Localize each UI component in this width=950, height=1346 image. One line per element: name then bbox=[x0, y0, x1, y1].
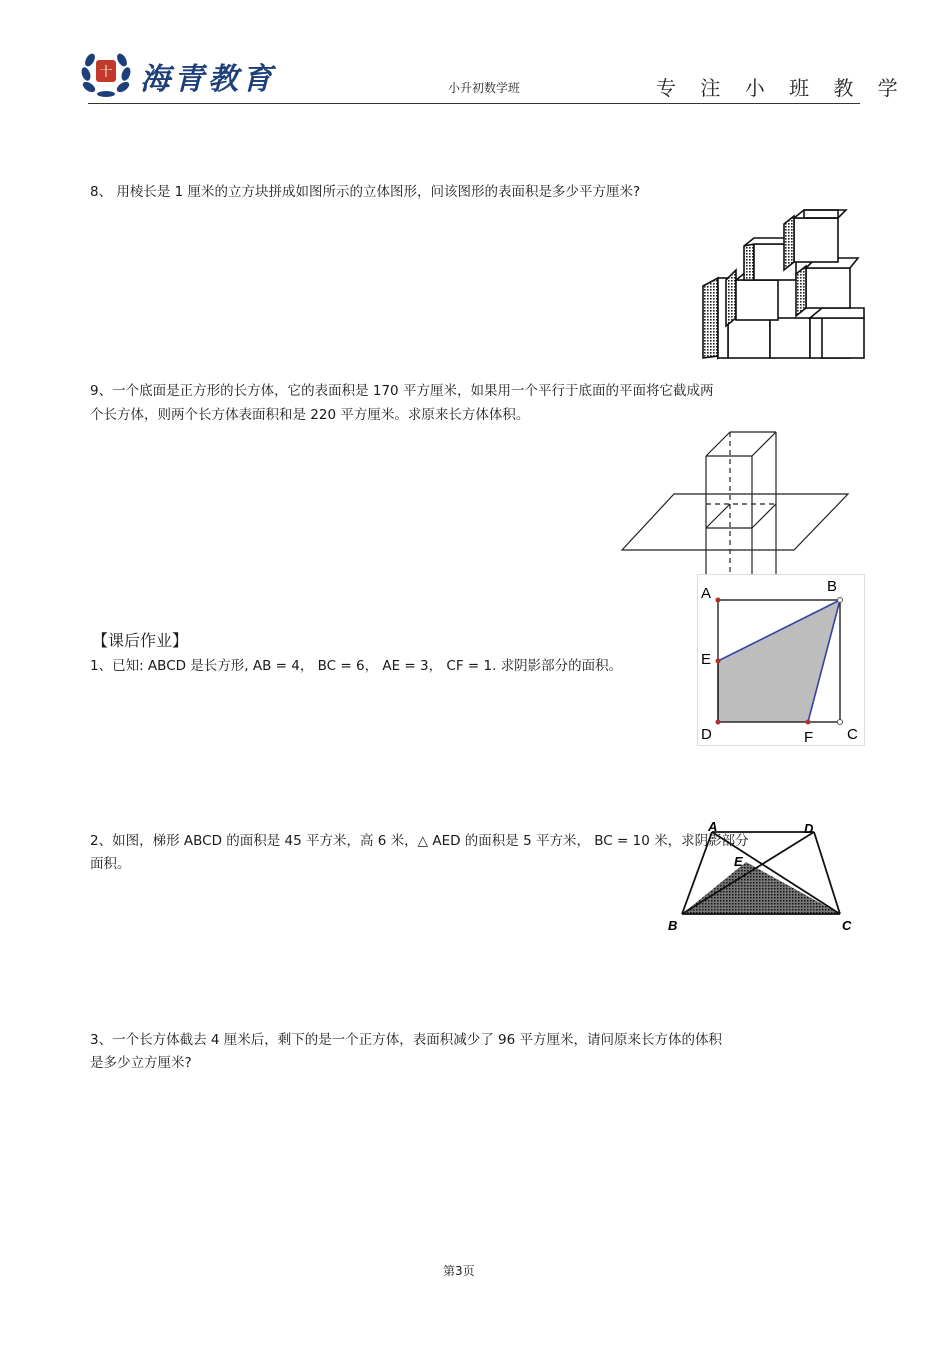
homework-title: 【课后作业】 bbox=[92, 631, 189, 650]
question-9-line2: 个长方体，则两个长方体表面积和是 220 平方厘米。求原来长方体体积。 bbox=[90, 407, 530, 423]
label-c: C bbox=[842, 918, 852, 933]
label-b: B bbox=[827, 578, 838, 595]
svg-text:十: 十 bbox=[99, 64, 113, 79]
label-c: C bbox=[847, 726, 858, 743]
homework-q2-line2: 面积。 bbox=[90, 856, 131, 872]
homework-q2-line1: 2、如图，梯形 ABCD 的面积是 45 平方米，高 6 米，△ AED 的面积是 5 平方米， BC = 10 米，求阴影部分 bbox=[90, 833, 749, 849]
logo-text: 海青教育 bbox=[140, 62, 276, 97]
label-b: B bbox=[668, 918, 678, 933]
homework-q3-line1: 3、一个长方体截去 4 厘米后，剩下的是一个正方体，表面积减少了 96 平方厘米，请问原来长方体的体积 bbox=[90, 1032, 723, 1048]
question-9-line1: 9、一个底面是正方形的长方体，它的表面积是 170 平方厘米，如果用一个平行于底面的平面将它截成两 bbox=[90, 383, 714, 399]
label-e: E bbox=[701, 651, 712, 668]
question-8: 8、 用棱长是 1 厘米的立方块拼成如图所示的立体图形，问该图形的表面积是多少平方厘米? bbox=[90, 184, 641, 200]
label-d: D bbox=[804, 822, 814, 836]
cube-figure bbox=[698, 208, 868, 360]
page-number: 第3页 bbox=[443, 1264, 475, 1278]
header-rule bbox=[88, 103, 860, 104]
prism-plane-figure bbox=[618, 428, 854, 578]
laurel-icon bbox=[78, 44, 134, 100]
homework-q3-line2: 是多少立方厘米? bbox=[90, 1055, 192, 1071]
header-slogan: 专 注 小 班 教 学 bbox=[656, 76, 907, 100]
header-subtitle: 小升初数学班 bbox=[448, 81, 521, 95]
logo-emblem bbox=[78, 44, 134, 100]
homework-q1: 1、已知: ABCD 是长方形, AB = 4， BC = 6， AE = 3， CF = 1. 求阴影部分的面积。 bbox=[90, 658, 623, 674]
label-f: F bbox=[804, 729, 814, 746]
label-e: E bbox=[734, 854, 743, 869]
label-d: D bbox=[701, 726, 712, 743]
trapezoid-figure bbox=[666, 822, 856, 934]
rectangle-figure bbox=[697, 574, 865, 746]
label-a: A bbox=[708, 822, 718, 834]
label-a: A bbox=[701, 585, 712, 602]
